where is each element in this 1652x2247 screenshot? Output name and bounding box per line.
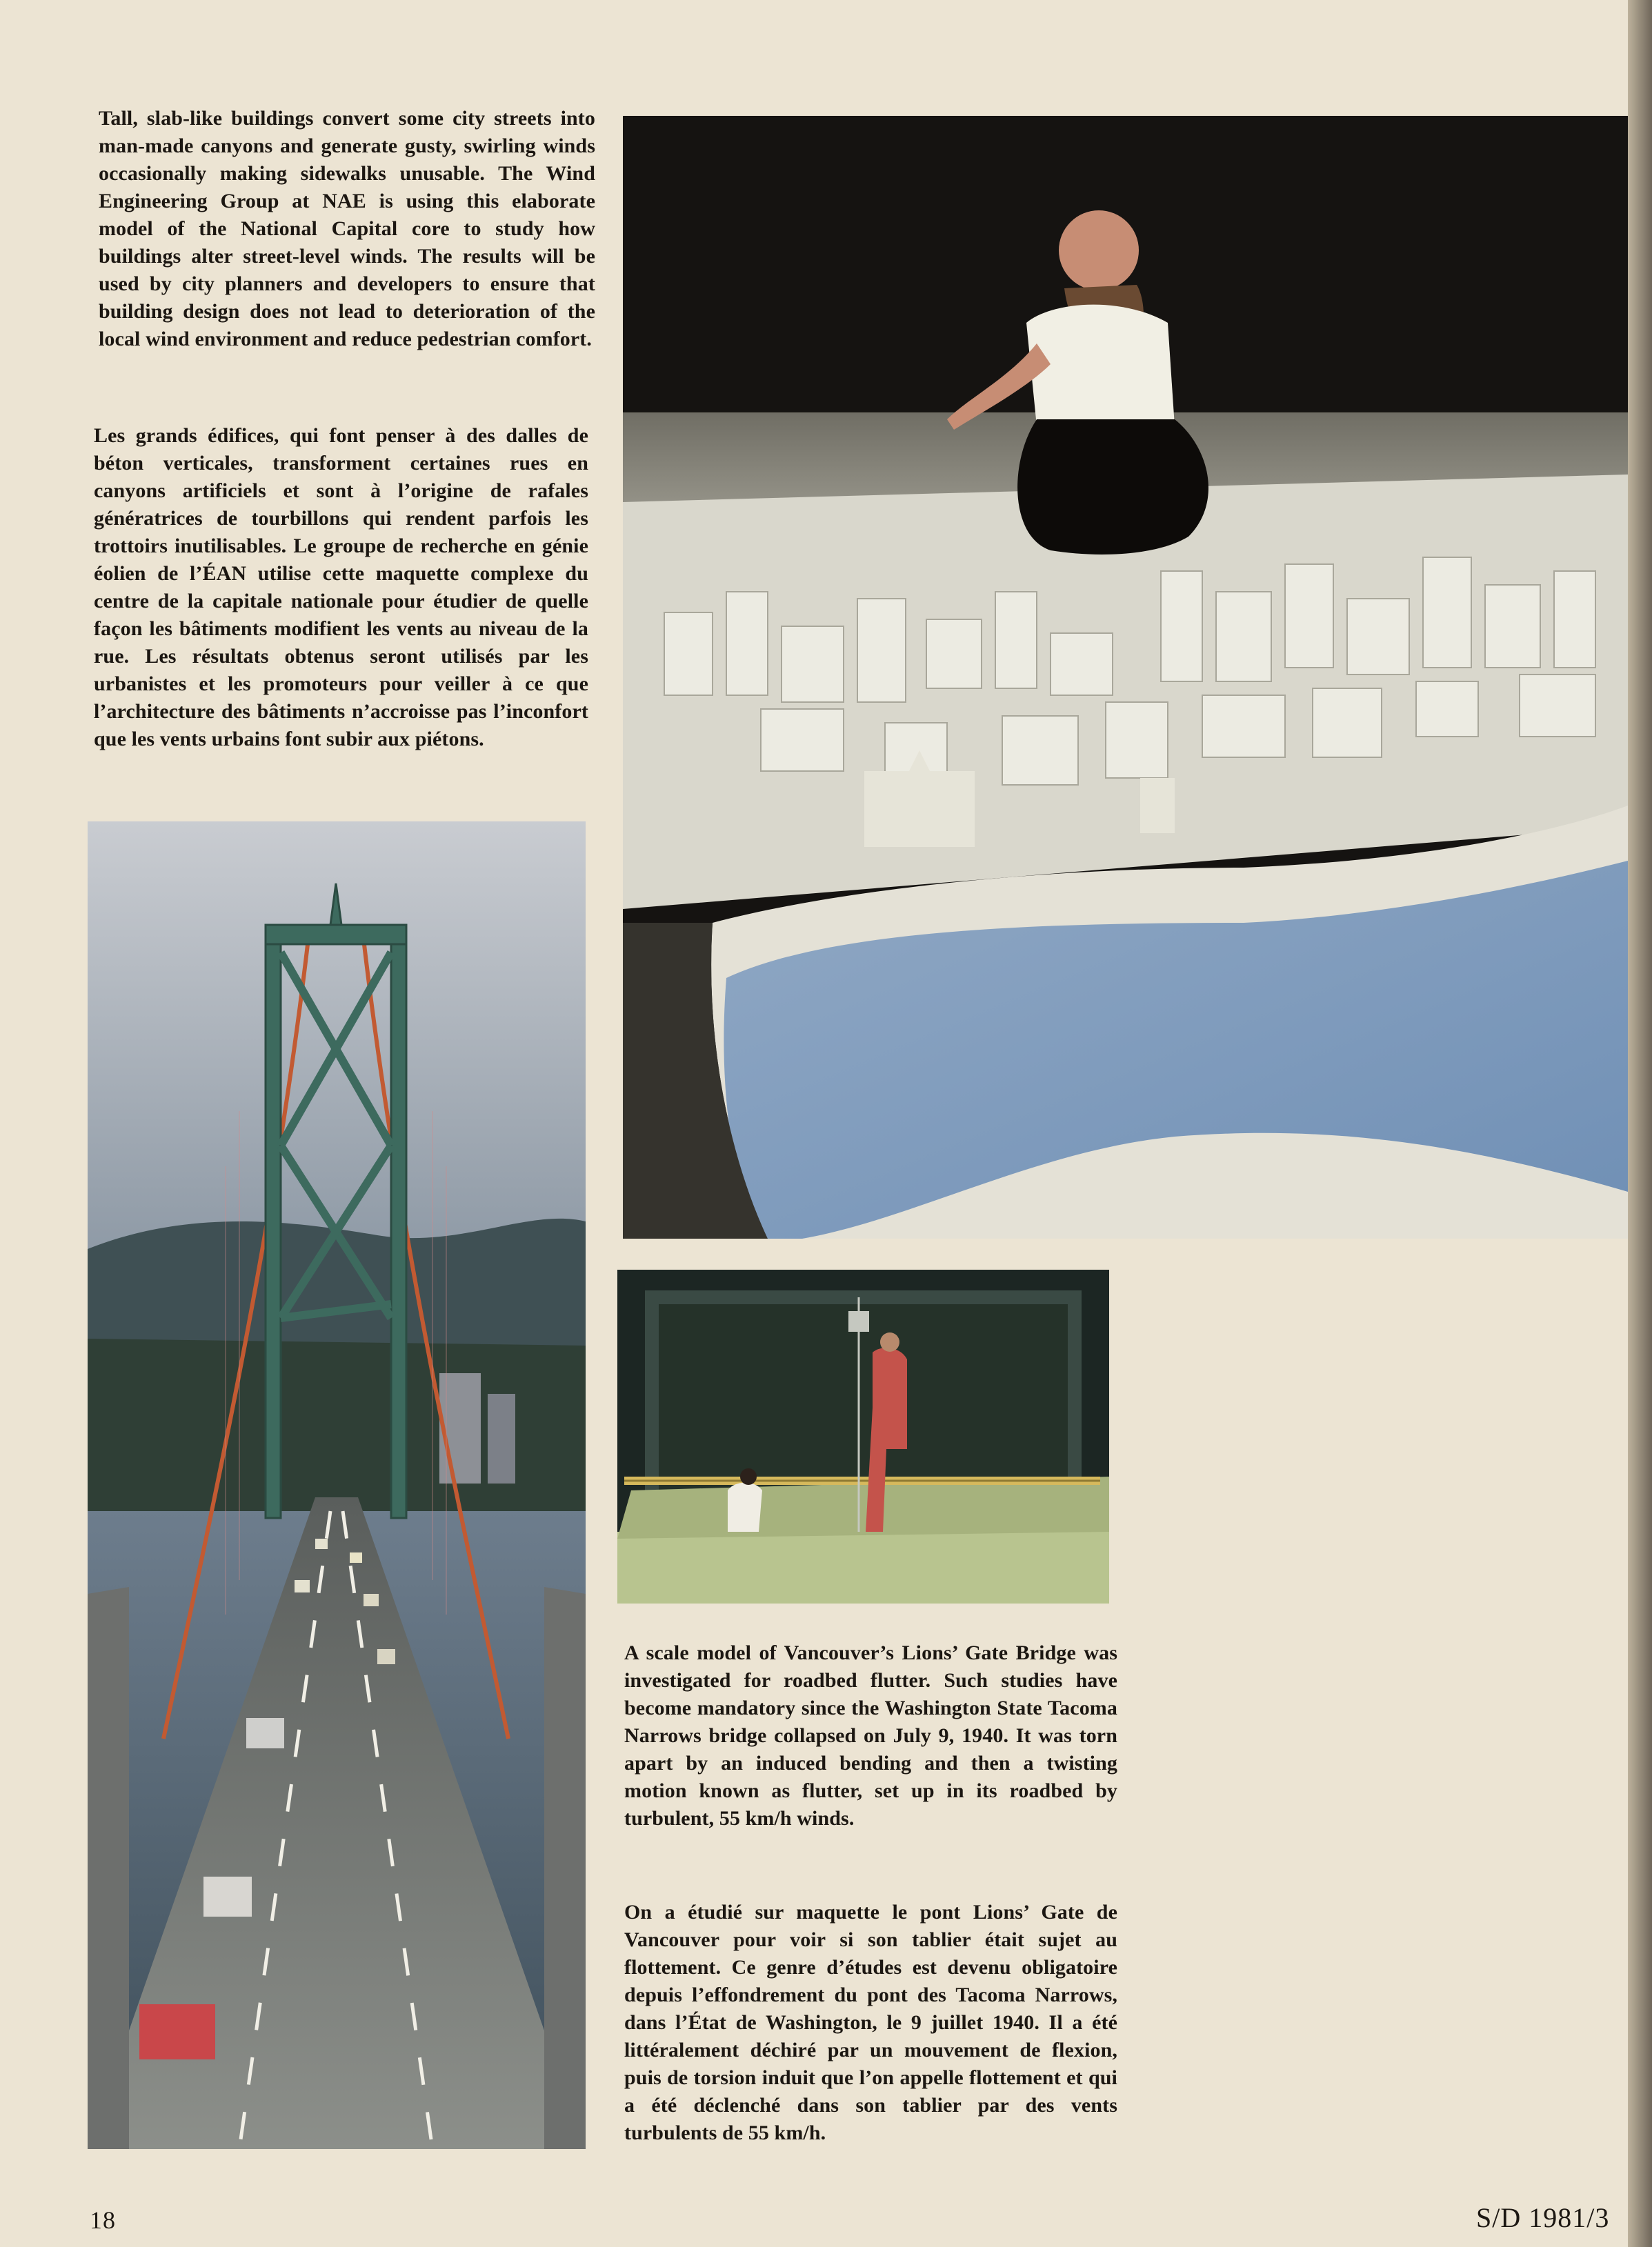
wind-tunnel-bridge-model-photo bbox=[617, 1270, 1109, 1604]
bridge-caption-english: A scale model of Vancouver’s Lions’ Gate Bridge was investigated for roadbed flutter. Such studies have become mandatory since the Washington State Tacoma Narrows bridge collapsed on July 9, 1940. It was torn apart by an induced bending and then a twisting motion known as flutter, set up in its roadbed by turbulent, 55 km/h winds. bbox=[624, 1641, 1117, 1830]
journal-reference: S/D 1981/3 bbox=[1476, 2202, 1610, 2233]
page-number: 18 bbox=[90, 2206, 116, 2234]
lions-gate-bridge-photo bbox=[88, 821, 586, 2149]
model-caption-french: Les grands édifices, qui font penser à des dalles de béton verticales, transforment certaines rues en canyons artificiels et sont à l’origine de rafales génératrices de tourbillons qui rendent parfois les trottoirs inutilisables. Le groupe de recherche en génie éolien de l’ÉAN utilise cette maquette complexe du centre de la capitale nationale pour étudier de quelle façon les bâtiments modifient les vents au niveau de la rue. Les résultats obtenus seront utilisés par les urbanistes et les promoteurs pour veiller à ce que l’architecture des bâtiments n’accroisse pas l’inconfort que les vents urbains font subir aux piétons. bbox=[94, 424, 588, 750]
model-caption-english: Tall, slab-like buildings convert some city streets into man-made canyons and generate gusty, swirling winds occasionally making sidewalks unusable. The Wind Engineering Group at NAE is using this elaborate model of the National Capital core to study how buildings alter street-level winds. The results will be used by city planners and developers to ensure that building design does not lead to deterioration of the local wind environment and reduce pedestrian comfort. bbox=[99, 107, 595, 350]
adjacent-page-edge bbox=[1628, 0, 1652, 2247]
bridge-caption-french: On a étudié sur maquette le pont Lions’ Gate de Vancouver pour voir si son tablier était sujet au flottement. Ce genre d’études est devenu obligatoire depuis l’effondrement du pont des Tacoma Narrows, dans l’État de Washington, le 9 juillet 1940. Il a été littéralement déchiré par un mouvement de flexion, puis de torsion induit que l’on appelle flottement et qui a été déclenché dans son tablier par des vents turbulents de 55 km/h. bbox=[624, 1901, 1117, 2144]
city-model-photo bbox=[623, 116, 1628, 1239]
